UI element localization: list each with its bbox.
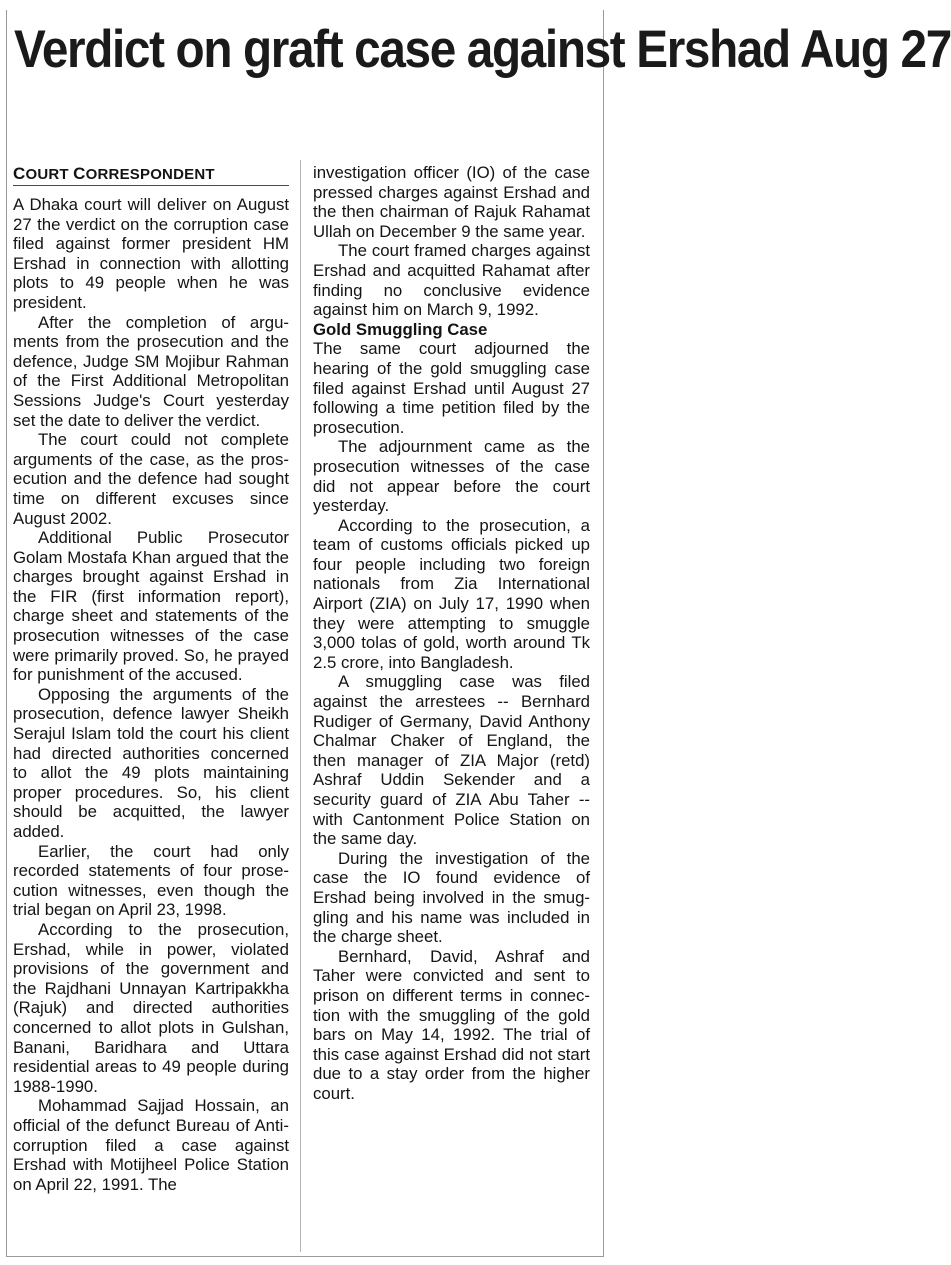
paragraph: According to the prosecution, a team of customs officials picked up four people including two foreign nationals from Zia International Airport (ZIA) on July 17, 1990 when they were attempting to smuggle 3,000 tolas of gold, worth around Tk 2.5 crore, into Bangladesh. xyxy=(313,515,590,672)
headline: Verdict on graft case against Ershad Aug 27 xyxy=(14,20,951,79)
paragraph: After the completion of arguments from the prosecution and the defence, Judge SM Mojibur Rahman of the First Additional Metropolitan Sessions Judge's Court yesterday set the date to deliver the verdict. xyxy=(13,312,289,430)
paragraph: Earlier, the court had only recorded statements of four prosecution witnesses, even though the trial began on April 23, 1998. xyxy=(13,841,289,920)
clipping-border-bottom xyxy=(6,1256,603,1257)
paragraph: Bernhard, David, Ashraf and Taher were convicted and sent to prison on different terms in connection with the smuggling of the gold bars on May 14, 1992. The trial of this case against Ershad did not start due to a stay order from the higher court. xyxy=(313,946,590,1103)
right-column xyxy=(313,163,590,1104)
paragraph: Opposing the arguments of the prosecution, defence lawyer Sheikh Serajul Islam told the court his client had directed authorities concerned to allot the 49 plots maintaining proper procedures. So, his client should be acquitted, the lawyer added. xyxy=(13,684,289,841)
paragraph: According to the prosecution, Ershad, while in power, violated provisions of the government and the Rajdhani Unnayan Kartripakkha (Rajuk) and directed authorities concerned to allot plots in Gulshan, Banani, Baridhara and Uttara residential areas to 49 people during 1988-1990. xyxy=(13,919,289,1096)
paragraph: investigation officer (IO) of the case pressed charges against Ershad and the then chairman of Rajuk Rahamat Ullah on December 9 the same year. xyxy=(313,163,590,241)
paragraph: A Dhaka court will deliver on August 27 the verdict on the corruption case filed against former president HM Ershad in connection with allotting plots to 49 people when he was president. xyxy=(13,195,289,312)
paragraph: A smuggling case was filed against the arrestees -- Bernhard Rudiger of Germany, David Anthony Chalmar Chaker of England, the then manager of ZIA Major (retd) Ashraf Uddin Sekender and a security guard of ZIA Abu Taher -- with Cantonment Police Station on the same day. xyxy=(313,672,590,849)
byline: COURT CORRESPONDENT xyxy=(13,163,289,186)
column-divider xyxy=(300,160,301,1252)
left-column xyxy=(13,163,289,1194)
paragraph: Mohammad Sajjad Hossain, an official of the defunct Bureau of Anti-corruption filed a case against Ershad with Motijheel Police Station on April 22, 1991. The xyxy=(13,1096,289,1194)
paragraph: During the investigation of the case the IO found evidence of Ershad being involved in the smuggling and his name was included in the charge sheet. xyxy=(313,848,590,947)
paragraph: The court framed charges against Ershad and acquitted Rahamat after finding no conclusive evidence against him on March 9, 1992. xyxy=(313,241,590,320)
clipping-border-left xyxy=(6,10,7,1257)
paragraph: The adjournment came as the prosecution witnesses of the case did not appear before the court yesterday. xyxy=(313,437,590,516)
paragraph: Additional Public Prosecutor Golam Mostafa Khan argued that the charges brought against Ershad in the FIR (first information report), charge sheet and statements of the prosecution witnesses of the case were primarily proved. So, he prayed for punishment of the accused. xyxy=(13,528,289,685)
section-subhead: Gold Smuggling Case xyxy=(313,319,488,339)
paragraph: The same court adjourned the hearing of the gold smuggling case filed against Ershad until August 27 following a time petition filed by the prosecution. xyxy=(313,339,590,437)
clipping-border-right xyxy=(603,10,604,1257)
paragraph: The court could not complete arguments of the case, as the prosecution and the defence had sought time on different excuses since August 2002. xyxy=(13,430,289,528)
